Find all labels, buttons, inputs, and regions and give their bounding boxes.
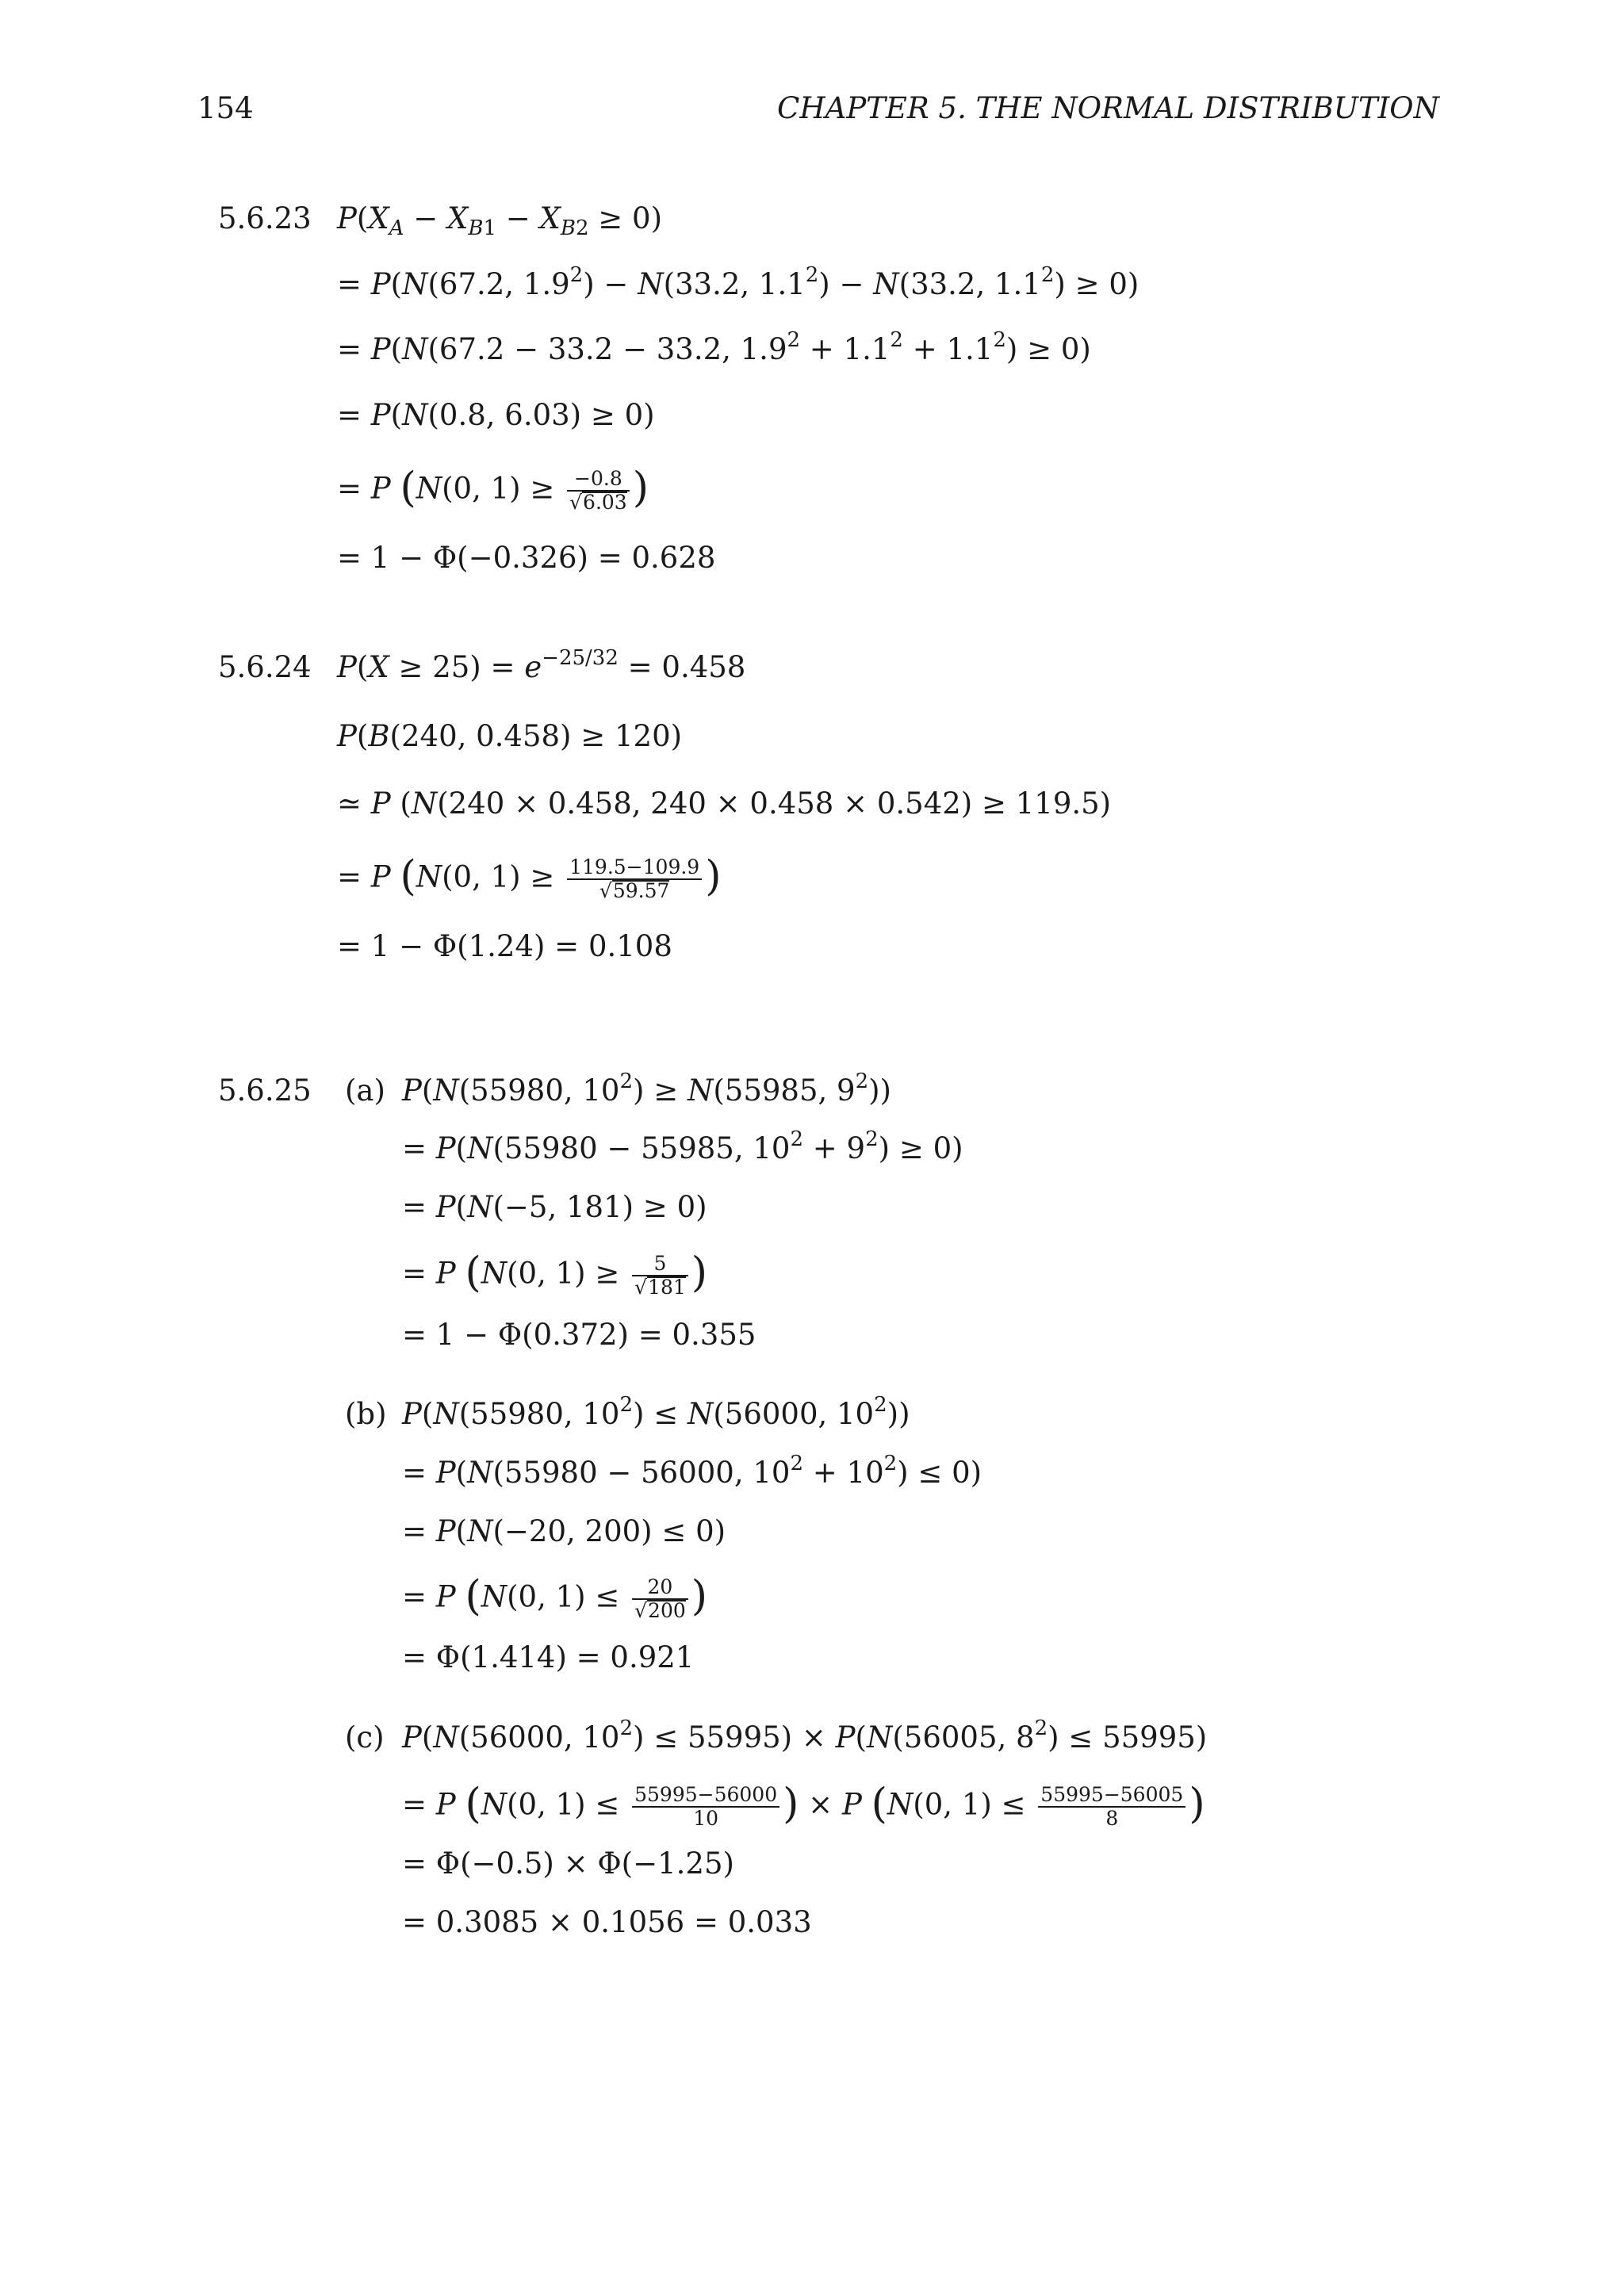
- equation-line: $P(X \ge 25) = e^{-25/32} = 0.458$: [337, 646, 746, 684]
- equation-line: P(B(240, 0.458) ≥ 120): [337, 719, 683, 753]
- equation-line: = 1 − Φ(−0.326) = 0.628: [337, 541, 716, 575]
- problem-number: 5.6.24: [218, 650, 312, 684]
- equation-line: = 1 − Φ(1.24) = 0.108: [337, 929, 672, 963]
- problem-number: 5.6.25: [218, 1073, 312, 1108]
- running-header: CHAPTER 5. THE NORMAL DISTRIBUTION: [777, 91, 1439, 125]
- equation-line: = P(N(55980 − 55985, $10^2 + 9^2) \ge 0$): [402, 1127, 963, 1165]
- equation-line: P(N(55980, $10^2) \ge N(55985$, $9^2$)): [402, 1070, 891, 1108]
- equation-line: = P (N(0, 1) ≤ $\frac{55995-56000}{10}$ ) × P (N(0, 1) ≤ $\frac{55995-56005}{8}$ ): [402, 1780, 1205, 1830]
- equation-line: $P(X_A - X_{B1} - X_{B2} \ge 0)$: [337, 201, 663, 240]
- equation-line: P(N(55980, $10^2) \le N(56000$, $10^2$)): [402, 1393, 910, 1431]
- equation-line: = P (N(0, 1) ≥ $\frac{5}{√181}$ ): [402, 1249, 708, 1299]
- part-label: (a): [345, 1073, 385, 1108]
- equation-line: = Φ(−0.5) × Φ(−1.25): [402, 1846, 734, 1881]
- equation-line: = P(N(67.2, $1.9^2) - N(33.2$, $1.1^2) - N(33.2$, $1.1^2) \ge 0$): [337, 263, 1139, 301]
- equation-line: = 0.3085 × 0.1056 = 0.033: [402, 1905, 812, 1939]
- equation-line: = P (N(0, 1) ≥ $\frac{119.5-109.9}{√59.57}$ ): [337, 852, 722, 902]
- equation-line: = P (N(0, 1) ≤ $\frac{20}{√200}$ ): [402, 1572, 708, 1622]
- equation-line: = P(N(67.2 − 33.2 − 33.2, $1.9^2 + 1.1^2 + 1.1^2) \ge 0$): [337, 328, 1091, 366]
- part-label: (c): [345, 1720, 385, 1755]
- page-number: 154: [197, 91, 254, 125]
- equation-line: = P(N(−5, 181) ≥ 0): [402, 1190, 707, 1224]
- equation-line: = P(N(55980 − 56000, $10^2 + 10^2) \le 0$): [402, 1452, 982, 1490]
- equation-line: = P(N(0.8, 6.03) ≥ 0): [337, 398, 655, 432]
- equation-line: = 1 − Φ(0.372) = 0.355: [402, 1318, 756, 1352]
- part-label: (b): [345, 1397, 387, 1431]
- equation-line: = P(N(−20, 200) ≤ 0): [402, 1514, 726, 1548]
- equation-line: P(N(56000, $10^2) \le 55995) \times P(N(56005$, $8^2) \le 55995$): [402, 1716, 1208, 1755]
- equation-line: ≃ P (N(240 × 0.458, 240 × 0.458 × 0.542) ≥ 119.5): [337, 786, 1112, 821]
- equation-line: = Φ(1.414) = 0.921: [402, 1640, 695, 1674]
- equation-line: = P (N(0, 1) ≥ $\frac{-0.8}{√6.03}$ ): [337, 464, 649, 514]
- problem-number: 5.6.23: [218, 201, 312, 235]
